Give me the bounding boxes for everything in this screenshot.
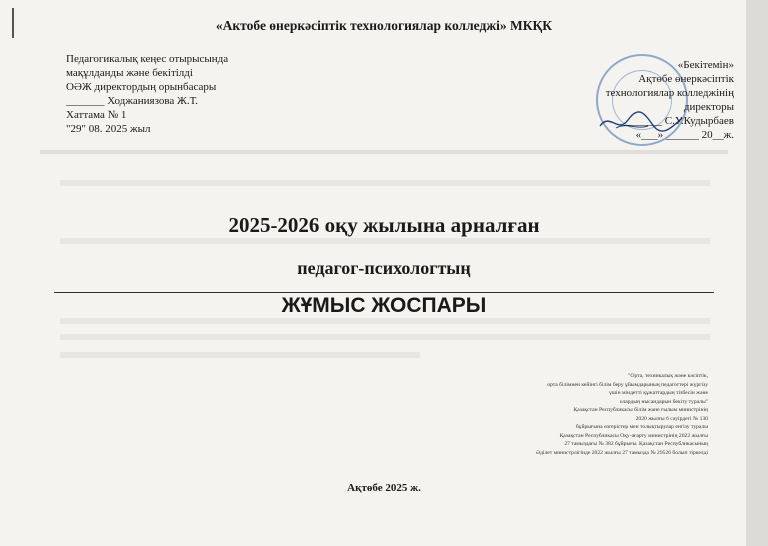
approval-left-line-6: "29" 08. 2025 жыл bbox=[66, 123, 151, 135]
approval-left-line-4: _______ Ходжаниязова Ж.Т. bbox=[66, 95, 199, 107]
legal-reference bbox=[438, 372, 708, 457]
approval-right-line-4: директоры bbox=[683, 101, 734, 113]
bleed-through-line bbox=[60, 334, 710, 340]
approval-left-line-2: мақұлданды және бекітілді bbox=[66, 67, 193, 79]
legal-reference-line: бұйрығына өзгерістер мен толықтырулар енгізу туралы bbox=[575, 424, 708, 430]
legal-reference-line: Қазақстан Республикасы Оқу-ағарту министрінің 2022 жылғы bbox=[559, 432, 708, 439]
approval-right-line-3: технологиялар колледжінің bbox=[605, 87, 734, 99]
legal-reference-line: орта білімнен кейінгі білім беру ұйымдарының педагогтері жүргізу bbox=[547, 381, 708, 388]
approval-block-right bbox=[606, 58, 734, 142]
title-divider bbox=[54, 292, 714, 293]
approval-right-line-5: _______ С.У.Кудырбаев bbox=[623, 115, 734, 127]
bleed-through-line bbox=[60, 352, 420, 358]
approval-right-line-6: «___» ______ 20__ж. bbox=[635, 129, 734, 141]
legal-reference-line: олардың нысандарын бекіту туралы" bbox=[619, 398, 708, 405]
bleed-through-line bbox=[40, 150, 728, 154]
legal-reference-line: 2020 жылғы 6 сәуірдегі № 130 bbox=[635, 415, 708, 422]
legal-reference-line: 27 тамыздағы № 382 бұйрығы. Қазақстан Республикасының bbox=[564, 441, 708, 447]
college-name: «Актобе өнеркәсіптік технологиялар колледжі» МКҚК bbox=[215, 18, 553, 33]
place-and-year: Ақтөбе 2025 ж. bbox=[347, 482, 421, 494]
bleed-through-line bbox=[60, 238, 710, 244]
document-title-role: педагог-психологтың bbox=[297, 258, 471, 278]
document-title-plan: ЖҰМЫС ЖОСПАРЫ bbox=[281, 294, 487, 317]
approval-block-left bbox=[66, 52, 228, 136]
legal-reference-line: үшін міндетті құжаттардың тізбесін және bbox=[608, 390, 708, 396]
bleed-through-line bbox=[60, 318, 710, 324]
approval-left-line-1: Педагогикалық кеңес отырысында bbox=[66, 53, 229, 65]
approval-right-line-1: «Бекітемін» bbox=[677, 59, 734, 71]
approval-left-line-5: Хаттама № 1 bbox=[66, 109, 127, 121]
document-title-year: 2025-2026 оқу жылына арналған bbox=[228, 213, 540, 237]
legal-reference-line: "Орта, техникалық және кәсіптік, bbox=[628, 373, 708, 379]
approval-right-line-2: Ақтөбе өнеркәсіптік bbox=[638, 73, 734, 85]
legal-reference-line: Қазақстан Республикасы білім және ғылым министрінің bbox=[573, 407, 708, 413]
approval-left-line-3: ОӘЖ директордың орынбасары bbox=[66, 81, 217, 93]
legal-reference-line: Әділет министрлігінде 2022 жылғы 27 тамызда № 29526 болып тіркелді bbox=[536, 449, 708, 456]
bleed-through-line bbox=[60, 180, 710, 186]
